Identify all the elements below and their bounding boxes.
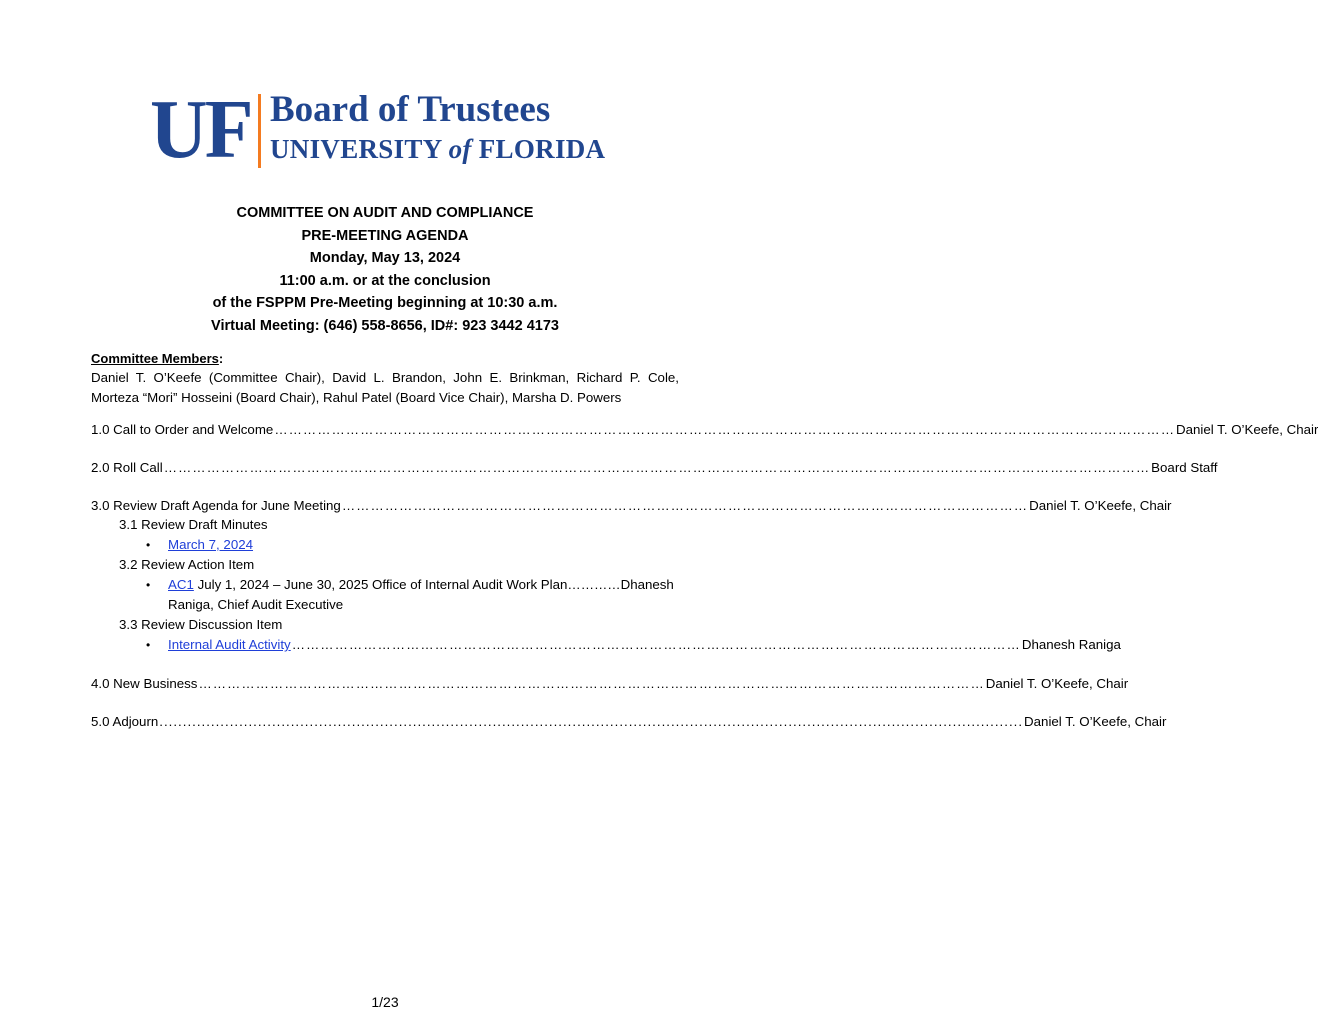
action-item-ac1: AC1 July 1, 2024 – June 30, 2025 Office of Internal Audit Work Plan…………Dhanesh bbox=[168, 577, 674, 592]
header-agenda-type: PRE-MEETING AGENDA bbox=[301, 227, 469, 244]
agenda-subitem-draft-minutes: 3.1 Review Draft Minutes bbox=[119, 517, 268, 532]
agenda-item-call-to-order: 1.0 Call to Order and Welcome ……………………………………………………………………………………………………………………………………………………………………… Daniel T. O’Keefe, Chair bbox=[91, 422, 1318, 437]
committee-members-list: Daniel T. O’Keefe (Committee Chair), David L. Brandon, John E. Brinkman, Richard P. Cole, Morteza “Mori” Hosseini (Board Chair), Rahul Patel (Board Vice Chair), Marsha D. Powers bbox=[91, 370, 679, 405]
bullet: • bbox=[146, 538, 151, 552]
leader-dots: ………………………………………………………………………………………………………………………………………………… bbox=[198, 676, 985, 691]
header-date: Monday, May 13, 2024 bbox=[309, 250, 461, 266]
committee-members-label: Committee Members: bbox=[91, 351, 224, 366]
logo-university: UNIVERSITY of FLORIDA bbox=[270, 134, 606, 164]
logo-title: Board of Trustees bbox=[270, 89, 551, 130]
header-virtual-meeting: Virtual Meeting: (646) 558-8656, ID#: 923 3442 4173 bbox=[211, 317, 559, 334]
logo-divider bbox=[258, 94, 261, 168]
uf-logo-mark: UF bbox=[150, 83, 251, 176]
ac1-link[interactable]: AC1 bbox=[168, 577, 194, 592]
action-item-presenter: Raniga, Chief Audit Executive bbox=[168, 597, 344, 612]
leader-dots: ……………………………………………………………………………………………………………………………………………………………………… bbox=[274, 422, 1176, 437]
header-time: 11:00 a.m. or at the conclusion bbox=[279, 272, 491, 289]
page-number: 1/23 bbox=[371, 994, 399, 1010]
uf-board-logo bbox=[150, 83, 620, 176]
header-committee: COMMITTEE ON AUDIT AND COMPLIANCE bbox=[236, 205, 534, 221]
bullet: • bbox=[146, 578, 151, 592]
agenda-item-roll-call: 2.0 Roll Call ……………………………………………………………………………………………………………………………………………………………………………………… Board Staff bbox=[91, 460, 1218, 475]
leader-dots: ........................................................................................................................................................................................ bbox=[159, 714, 1024, 729]
agenda-header bbox=[0, 202, 770, 337]
agenda-subitem-action-item: 3.2 Review Action Item bbox=[119, 557, 255, 572]
agenda-subitem-discussion-item: 3.3 Review Discussion Item bbox=[119, 617, 283, 632]
leader-dots: ……………………………………………………………………………………………………………………………………… bbox=[291, 637, 1021, 652]
bullet: • bbox=[146, 638, 151, 652]
agenda-item-adjourn: 5.0 Adjourn ........................................................................................................................................................................................ Daniel T. O’Keefe, Chair bbox=[91, 714, 1167, 729]
header-time-note: of the FSPPM Pre-Meeting beginning at 10:30 a.m. bbox=[212, 295, 558, 311]
march-7-minutes-link[interactable]: March 7, 2024 bbox=[168, 537, 254, 552]
discussion-item-internal-audit: Internal Audit Activity ……………………………………………………………………………………………………………………………………… Dhanesh Raniga bbox=[168, 637, 1121, 652]
agenda-item-review-draft-agenda: 3.0 Review Draft Agenda for June Meeting ……………………………………………………………………………………………………………………………… Daniel T. O’Keefe, Chair bbox=[91, 498, 1172, 513]
internal-audit-activity-link[interactable]: Internal Audit Activity bbox=[168, 637, 291, 652]
leader-dots: ……………………………………………………………………………………………………………………………… bbox=[341, 498, 1029, 513]
leader-dots: ……………………………………………………………………………………………………………………………………………………………………………………… bbox=[163, 460, 1151, 475]
agenda-item-new-business: 4.0 New Business ………………………………………………………………………………………………………………………………………………… Daniel T. O’Keefe, Chair bbox=[91, 676, 1129, 691]
